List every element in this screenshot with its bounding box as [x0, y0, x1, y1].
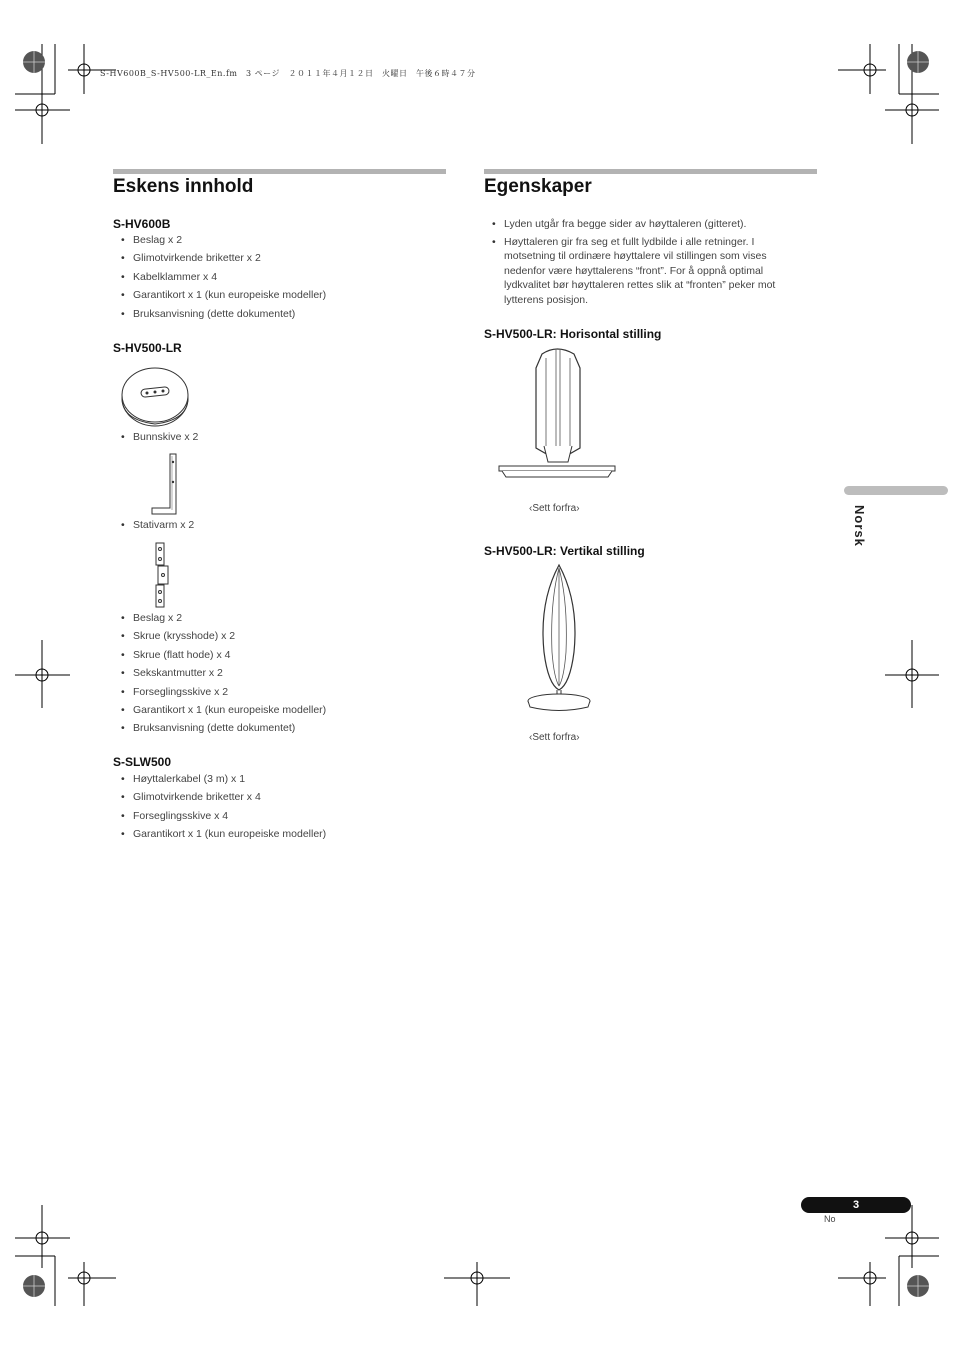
list-item: • Beslag x 2: [113, 231, 326, 249]
features-list: [484, 217, 796, 311]
language-tab-bar: [844, 486, 948, 495]
list-item: • Bruksanvisning (dette dokumentet): [113, 305, 326, 323]
section-rule-left: [113, 169, 446, 174]
language-code: No: [824, 1214, 836, 1224]
list-item: • Glimotvirkende briketter x 2: [113, 249, 326, 267]
list-item: • Høyttaleren gir fra seg et fullt lydbilde i alle retninger. I motsetning til ordinære høyttalere vil stillingen som vises nedenfor være høyttalerens “front”. For å oppnå optimal lydkvalitet bør høyttaleren rettes slik at “fronten” peker mot lytterens posisjon.: [484, 235, 796, 308]
language-label: Norsk: [852, 505, 867, 547]
speaker-horizontal-illustration: [494, 346, 620, 482]
base-plate-illustration: [119, 360, 191, 430]
caption-front-view-horizontal: ‹Sett forfra›: [529, 503, 580, 514]
list-item: • Bunnskive x 2: [113, 430, 198, 444]
list-item: • Garantikort x 1 (kun europeiske modeller): [113, 701, 326, 719]
list-item: • Stativarm x 2: [113, 518, 194, 532]
heading-s-hv500-lr: S-HV500-LR: [113, 341, 182, 355]
bracket-illustration: [150, 540, 174, 612]
stand-arm-illustration: [144, 452, 184, 518]
list-item: • Beslag x 2: [113, 609, 326, 627]
speaker-vertical-illustration: [524, 562, 594, 716]
section-title-contents: Eskens innhold: [113, 176, 254, 197]
section-title-features: Egenskaper: [484, 176, 592, 197]
list-item: • Kabelklammer x 4: [113, 268, 326, 286]
heading-s-slw500: S-SLW500: [113, 755, 172, 769]
file-header: S-HV600B_S-HV500-LR_En.fm 3 ページ ２０１１年４月１２日 火曜日 午後６時４７分: [100, 69, 476, 78]
list-item: • Forseglingsskive x 4: [113, 807, 326, 825]
heading-s-hv600b: S-HV600B: [113, 217, 171, 231]
list-item: • Bruksanvisning (dette dokumentet): [113, 719, 326, 737]
list-item: • Lyden utgår fra begge sider av høyttaleren (gitteret).: [484, 217, 796, 232]
list-item: • Skrue (krysshode) x 2: [113, 627, 326, 645]
list-item: • Garantikort x 1 (kun europeiske modeller): [113, 286, 326, 304]
list-hv600b: [113, 231, 326, 323]
list-item: • Glimotvirkende briketter x 4: [113, 788, 326, 806]
section-rule-right: [484, 169, 817, 174]
list-item: • Forseglingsskive x 2: [113, 683, 326, 701]
list-item: • Garantikort x 1 (kun europeiske modeller): [113, 825, 326, 843]
list-item: • Høyttalerkabel (3 m) x 1: [113, 770, 326, 788]
list-slw500: [113, 770, 326, 844]
list-stand-arm: [113, 518, 194, 532]
heading-horizontal-position: S-HV500-LR: Horisontal stilling: [484, 327, 662, 341]
page-number: 3: [801, 1197, 911, 1213]
heading-vertical-position: S-HV500-LR: Vertikal stilling: [484, 544, 645, 558]
caption-front-view-vertical: ‹Sett forfra›: [529, 732, 580, 743]
list-base-plate: [113, 430, 198, 444]
list-item: • Skrue (flatt hode) x 4: [113, 646, 326, 664]
list-hv500-lr: [113, 609, 326, 738]
list-item: • Sekskantmutter x 2: [113, 664, 326, 682]
